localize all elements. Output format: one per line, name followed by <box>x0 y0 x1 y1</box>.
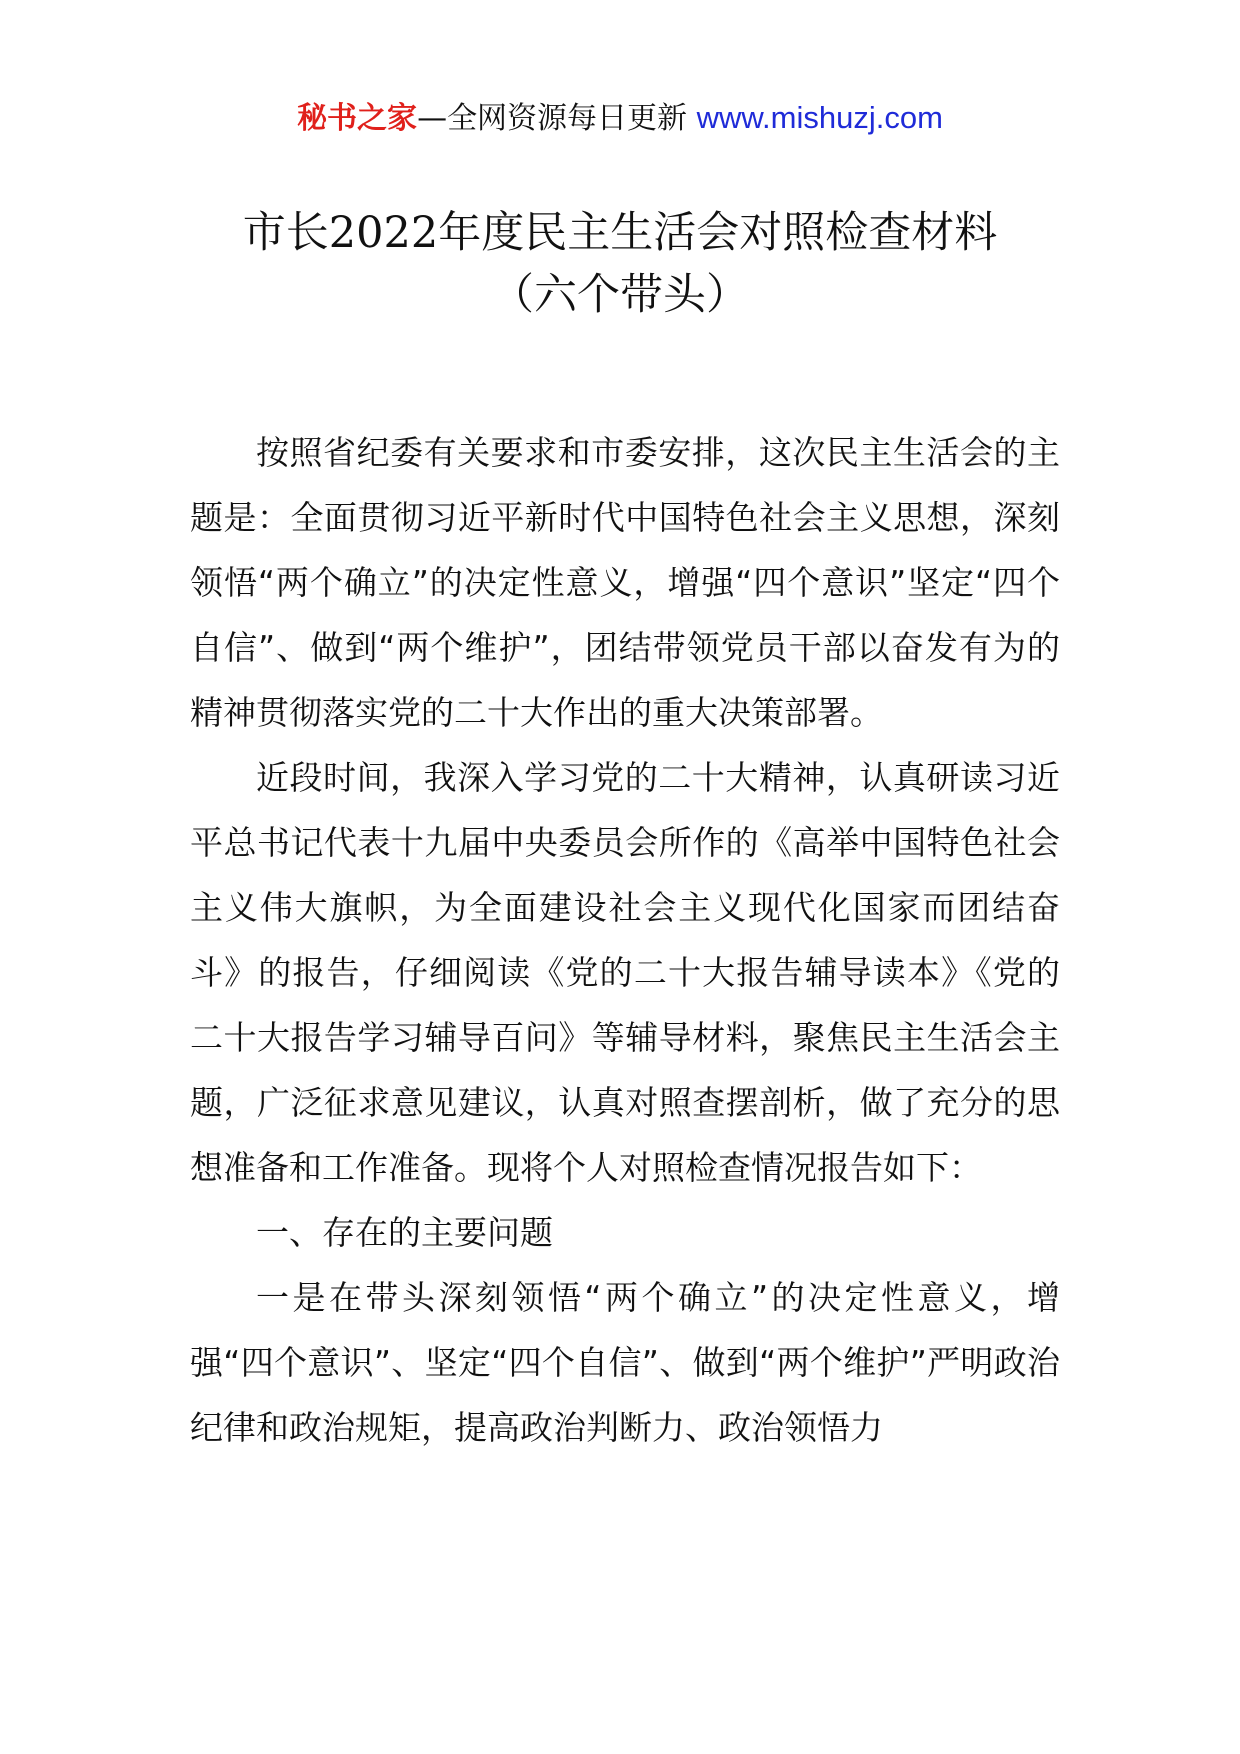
website-link[interactable]: www.mishuzj.com <box>696 100 943 135</box>
section-heading: 一、存在的主要问题 <box>256 1213 553 1252</box>
document-subtitle: （六个带头） <box>491 270 749 320</box>
body-paragraph-intro: 按照省纪委有关要求和市委安排，这次民主生活会的主题是：全面贯彻习近平新时代中国特色社会主义思想，深刻领悟“两个确立”的决定性意义，增强“四个意识”坚定“四个自信”、做到“两个维护”，团结带领党员干部以奋发有为的精神贯彻落实党的二十大作出的重大决策部署。 <box>190 433 1060 732</box>
site-header <box>0 98 1240 139</box>
document-body <box>190 420 1060 1460</box>
document-title: 市长2022年度民主生活会对照检查材料 <box>242 208 998 258</box>
header-tagline: —全网资源每日更新 <box>417 101 697 136</box>
body-paragraph-study: 近段时间，我深入学习党的二十大精神，认真研读习近平总书记代表十九届中央委员会所作的《高举中国特色社会主义伟大旗帜，为全面建设社会主义现代化国家而团结奋斗》的报告，仔细阅读《党的二十大报告辅导读本》《党的二十大报告学习辅导百问》等辅导材料，聚焦民主生活会主题，广泛征求意见建议，认真对照查摆剖析，做了充分的思想准备和工作准备。现将个人对照检查情况报告如下： <box>190 758 1060 1187</box>
section-paragraph: 一是在带头深刻领悟“两个确立”的决定性意义，增强“四个意识”、坚定“四个自信”、做到“两个维护”严明政治纪律和政治规矩，提高政治判断力、政治领悟力 <box>190 1278 1060 1447</box>
brand-name: 秘书之家 <box>297 101 418 136</box>
